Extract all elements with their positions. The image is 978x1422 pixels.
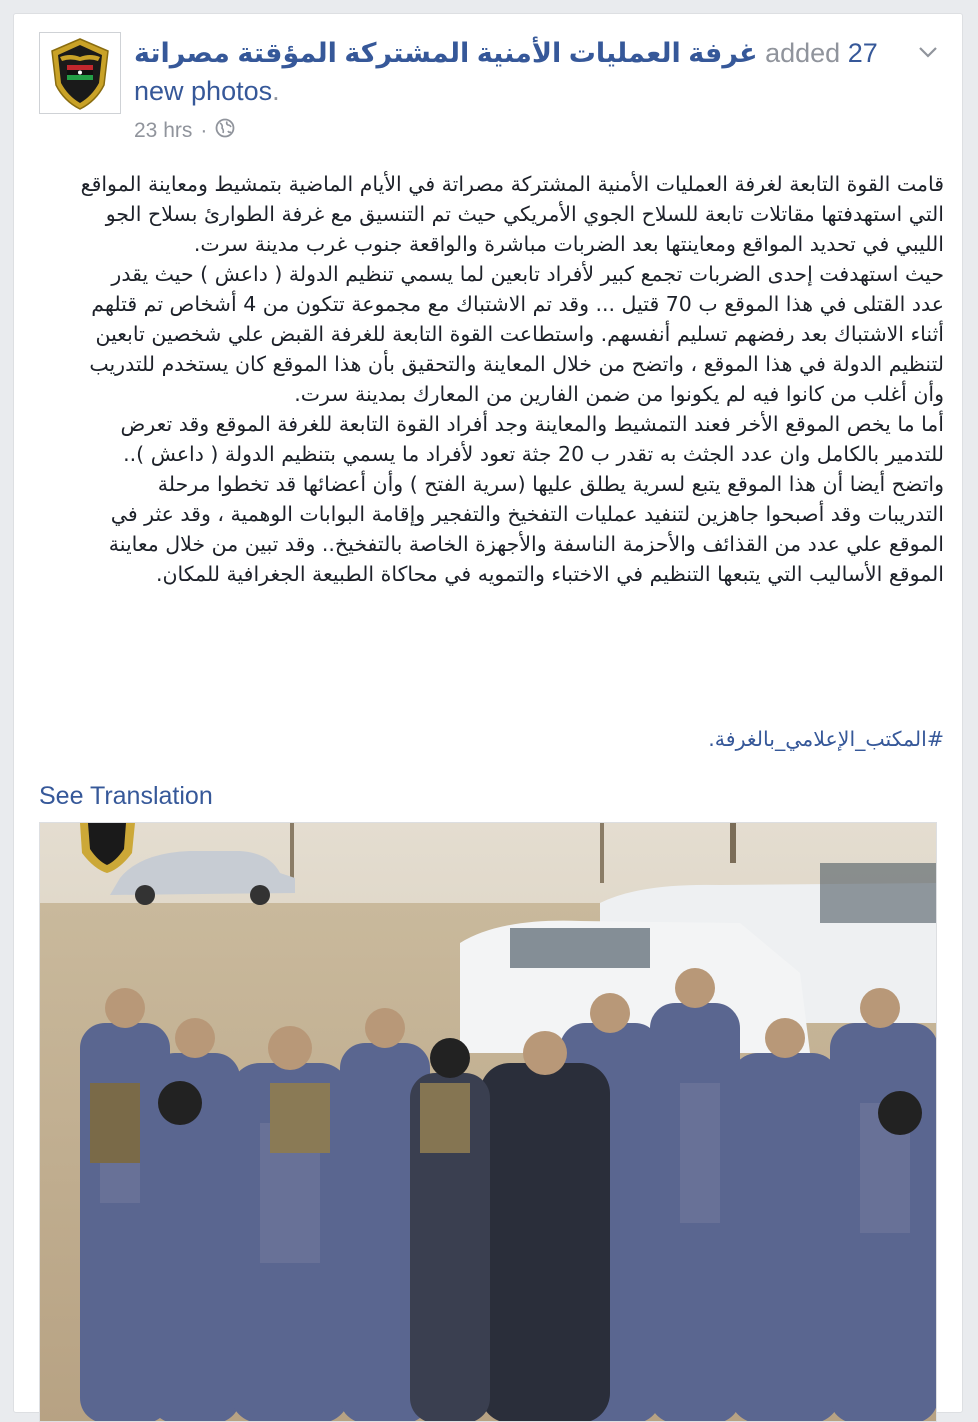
emblem-icon xyxy=(40,33,120,113)
post-body xyxy=(39,169,944,589)
body-line: لتنظيم الدولة في هذا الموقع ، واتضح من خلال المعاينة والتحقيق بأن هذا الموقع كان يستخدم للتدريب xyxy=(89,352,944,376)
new-photos-link[interactable]: 27 new photos xyxy=(134,38,878,106)
post-header xyxy=(134,34,904,110)
body-line: التدريبات وقد أصبحوا جاهزين لتنفيد عمليات التفخيخ والتفجير وإقامة البوابات الوهمية ، وقد عثر في xyxy=(110,502,944,526)
timestamp-link[interactable]: 23 hrs xyxy=(134,119,193,142)
page-name-link[interactable]: غرفة العمليات الأمنية المشتركة المؤقتة مصراتة xyxy=(134,38,758,68)
page-avatar[interactable] xyxy=(39,32,121,114)
body-line: الموقع علي عدد من القذائف والأحزمة الناسفة والأجهزة الخاصة بالتفخيخ.. وقد تبين من خلال معاينة xyxy=(108,532,944,556)
hashtag-link[interactable]: #المكتب_الإعلامي_بالغرفة. xyxy=(708,727,944,751)
body-line: حيث استهدفت إحدى الضربات تجمع كبير لأفراد تابعين لما يسمي تنظيم الدولة ( داعش ) حيث يقدر xyxy=(111,262,944,286)
body-line: أثناء الاشتباك بعد رفضهم تسليم أنفسهم. واستطاعت القوة التابعة للغرفة القبض علي شخصين تابعين xyxy=(95,322,944,346)
body-line: عدد القتلى في هذا الموقع ب 70 قتيل ... وقد تم الاشتباك مع مجموعة تتكون من 4 أشخاص تم قتلهم xyxy=(91,292,944,316)
body-line: وأن أغلب من كانوا فيه لم يكونوا من ضمن الفارين من المعارك بمدينة سرت. xyxy=(294,382,944,406)
body-line: قامت القوة التابعة لغرفة العمليات الأمنية المشتركة مصراتة في الأيام الماضية بتمشيط ومعاينة المواقع xyxy=(80,172,944,196)
post-card xyxy=(13,13,963,1413)
body-line: التي استهدفتها مقاتلات تابعة للسلاح الجوي الأمريكي حيث تم التنسيق مع غرفة الطوارئ بسلاح الجو xyxy=(105,202,944,226)
body-line: للتدمير بالكامل وان عدد الجثث به تقدر ب 20 جثة تعود لأفراد ما يسمي بتنظيم الدولة ( داعش ).. xyxy=(123,442,944,466)
hashtag-line xyxy=(39,727,944,751)
body-line: أما ما يخص الموقع الأخر فعند التمشيط والمعاينة وجد أفراد القوة التابعة للغرفة الموقع وقد تعرض xyxy=(120,412,944,436)
post-meta xyxy=(134,118,235,144)
photo-image xyxy=(40,823,937,1422)
chevron-down-icon[interactable] xyxy=(916,40,940,64)
action-text: added xyxy=(757,38,848,68)
globe-icon[interactable] xyxy=(215,118,235,144)
body-line: الليبي في تحديد المواقع ومعاينتها بعد الضربات مباشرة والواقعة جنوب غرب مدينة سرت. xyxy=(193,232,944,256)
post-photo[interactable] xyxy=(39,822,937,1422)
body-line: واتضح أيضا أن هذا الموقع يتبع لسرية يطلق عليها (سرية الفتح ) وأن أعضائها قد تخطوا مرحلة xyxy=(157,472,944,496)
see-translation-link[interactable]: See Translation xyxy=(39,782,213,810)
body-line: الموقع الأساليب التي يتبعها التنظيم في الاختباء والتمويه في محاكاة الطبيعة الجغرافية للمكان. xyxy=(155,562,944,586)
header-period: . xyxy=(272,76,280,106)
meta-separator: · xyxy=(200,119,208,142)
